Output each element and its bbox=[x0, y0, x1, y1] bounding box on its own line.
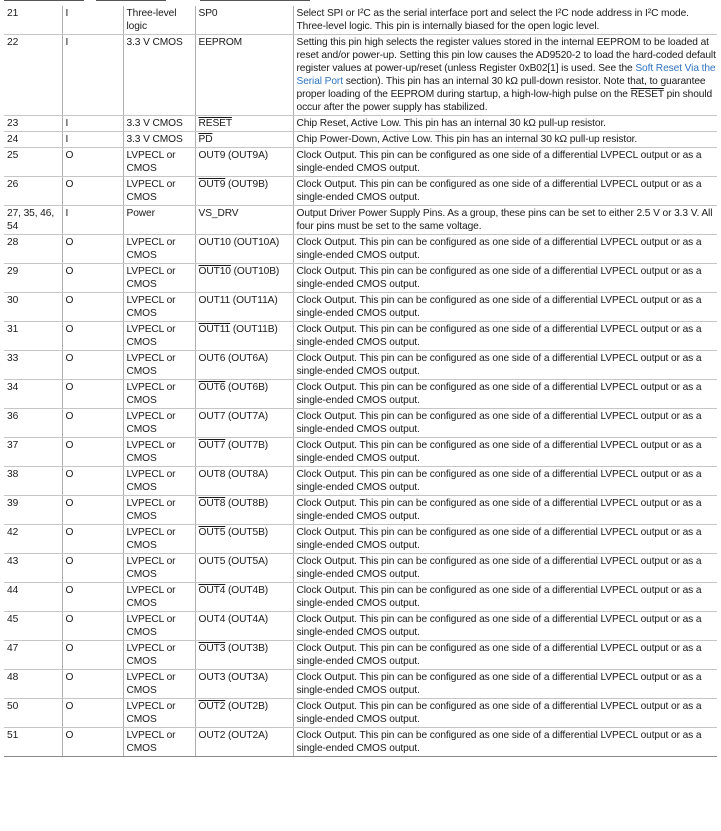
pin-number: 21 bbox=[4, 6, 62, 35]
mnemonic-text: SP0 bbox=[198, 8, 218, 19]
pin-type: O bbox=[62, 380, 123, 409]
pin-mnemonic bbox=[195, 612, 293, 641]
table-row bbox=[4, 641, 717, 670]
pin-description: Output Driver Power Supply Pins. As a group, these pins can be set to either 2.5 V or 3.3 V. All four pins must be set to the same voltage. bbox=[293, 206, 717, 235]
pin-logic: 3.3 V CMOS bbox=[123, 35, 195, 116]
table-row bbox=[4, 728, 717, 757]
pin-number: 36 bbox=[4, 409, 62, 438]
mnemonic-text: OUT8 (OUT8A) bbox=[198, 469, 269, 480]
pin-type: O bbox=[62, 293, 123, 322]
pin-number: 33 bbox=[4, 351, 62, 380]
pin-description: Clock Output. This pin can be configured as one side of a differential LVPECL output or as a single-ended CMOS output. bbox=[293, 409, 717, 438]
pin-number: 26 bbox=[4, 177, 62, 206]
mnemonic-text: EEPROM bbox=[198, 37, 243, 48]
pin-mnemonic bbox=[195, 583, 293, 612]
pin-logic: LVPECL or CMOS bbox=[123, 438, 195, 467]
pin-number: 22 bbox=[4, 35, 62, 116]
pin-logic: LVPECL or CMOS bbox=[123, 351, 195, 380]
pin-logic: LVPECL or CMOS bbox=[123, 583, 195, 612]
table-row bbox=[4, 467, 717, 496]
pin-number: 44 bbox=[4, 583, 62, 612]
table-row bbox=[4, 132, 717, 148]
pin-type: O bbox=[62, 641, 123, 670]
pin-mnemonic bbox=[195, 35, 293, 116]
pin-logic: 3.3 V CMOS bbox=[123, 116, 195, 132]
pin-mnemonic bbox=[195, 293, 293, 322]
pin-mnemonic bbox=[195, 206, 293, 235]
desc-text: pin should occur after the power supply has stabilized. bbox=[296, 89, 713, 113]
pin-mnemonic bbox=[195, 380, 293, 409]
table-row bbox=[4, 351, 717, 380]
pin-description bbox=[293, 35, 717, 116]
mnemonic-text: (OUT3B) bbox=[225, 643, 269, 654]
pin-type: O bbox=[62, 583, 123, 612]
mnemonic-text: (OUT5B) bbox=[225, 527, 269, 538]
desc-text: Setting this pin high selects the register values stored in the internal EEPROM to be loaded at reset and/or power-up. Setting this pin low causes the AD9520-2 to load the hard-coded default register values at power-up/reset (unless Register 0xB02[1] is used. See the bbox=[296, 37, 716, 74]
pin-description: Clock Output. This pin can be configured as one side of a differential LVPECL output or as a single-ended CMOS output. bbox=[293, 235, 717, 264]
mnemonic-overline: OUT7 bbox=[198, 440, 226, 451]
pin-logic: LVPECL or CMOS bbox=[123, 670, 195, 699]
pin-description: Clock Output. This pin can be configured as one side of a differential LVPECL output or as a single-ended CMOS output. bbox=[293, 351, 717, 380]
pin-description: Clock Output. This pin can be configured as one side of a differential LVPECL output or as a single-ended CMOS output. bbox=[293, 670, 717, 699]
table-row bbox=[4, 525, 717, 554]
pin-logic: LVPECL or CMOS bbox=[123, 554, 195, 583]
pin-logic: Three-level logic bbox=[123, 6, 195, 35]
pin-mnemonic bbox=[195, 132, 293, 148]
pin-mnemonic bbox=[195, 148, 293, 177]
pin-description: Chip Power-Down, Active Low. This pin has an internal 30 kΩ pull-up resistor. bbox=[293, 132, 717, 148]
pin-description: Clock Output. This pin can be configured as one side of a differential LVPECL output or as a single-ended CMOS output. bbox=[293, 380, 717, 409]
pin-type: O bbox=[62, 670, 123, 699]
pin-logic: LVPECL or CMOS bbox=[123, 235, 195, 264]
mnemonic-overline: OUT3 bbox=[198, 643, 226, 654]
top-rule-segment bbox=[200, 0, 310, 1]
pin-mnemonic bbox=[195, 699, 293, 728]
table-top-rule bbox=[0, 0, 721, 2]
pin-description: Clock Output. This pin can be configured as one side of a differential LVPECL output or as a single-ended CMOS output. bbox=[293, 496, 717, 525]
pin-logic: LVPECL or CMOS bbox=[123, 525, 195, 554]
mnemonic-text: OUT3 (OUT3A) bbox=[198, 672, 269, 683]
pin-logic: LVPECL or CMOS bbox=[123, 409, 195, 438]
pin-type: O bbox=[62, 728, 123, 757]
pin-type: O bbox=[62, 612, 123, 641]
table-row bbox=[4, 583, 717, 612]
table-row bbox=[4, 293, 717, 322]
mnemonic-text: (OUT8B) bbox=[225, 498, 269, 509]
table-row bbox=[4, 264, 717, 293]
pin-number: 48 bbox=[4, 670, 62, 699]
pin-type: O bbox=[62, 699, 123, 728]
table-row bbox=[4, 554, 717, 583]
mnemonic-overline: OUT6 bbox=[198, 382, 226, 393]
pin-mnemonic bbox=[195, 322, 293, 351]
table-row bbox=[4, 409, 717, 438]
table-row bbox=[4, 380, 717, 409]
pin-description: Clock Output. This pin can be configured as one side of a differential LVPECL output or as a single-ended CMOS output. bbox=[293, 322, 717, 351]
pin-logic: LVPECL or CMOS bbox=[123, 467, 195, 496]
pin-logic: LVPECL or CMOS bbox=[123, 293, 195, 322]
pin-description: Clock Output. This pin can be configured as one side of a differential LVPECL output or as a single-ended CMOS output. bbox=[293, 467, 717, 496]
pin-type: O bbox=[62, 467, 123, 496]
table-row bbox=[4, 206, 717, 235]
pin-logic: LVPECL or CMOS bbox=[123, 496, 195, 525]
mnemonic-text: (OUT9B) bbox=[225, 179, 269, 190]
pin-type: O bbox=[62, 409, 123, 438]
pin-number: 29 bbox=[4, 264, 62, 293]
pin-type: O bbox=[62, 322, 123, 351]
pin-mnemonic bbox=[195, 728, 293, 757]
pin-type: I bbox=[62, 35, 123, 116]
pin-number: 31 bbox=[4, 322, 62, 351]
mnemonic-overline: OUT4 bbox=[198, 585, 226, 596]
pin-number: 28 bbox=[4, 235, 62, 264]
pin-logic: LVPECL or CMOS bbox=[123, 264, 195, 293]
pin-number: 25 bbox=[4, 148, 62, 177]
pin-number: 50 bbox=[4, 699, 62, 728]
table-row bbox=[4, 116, 717, 132]
table-row bbox=[4, 496, 717, 525]
table-row bbox=[4, 6, 717, 35]
mnemonic-text: (OUT7B) bbox=[225, 440, 269, 451]
pin-type: O bbox=[62, 148, 123, 177]
table-row bbox=[4, 35, 717, 116]
table-row bbox=[4, 235, 717, 264]
pin-logic: LVPECL or CMOS bbox=[123, 612, 195, 641]
table-row bbox=[4, 612, 717, 641]
mnemonic-text: OUT5 (OUT5A) bbox=[198, 556, 269, 567]
mnemonic-overline: OUT8 bbox=[198, 498, 226, 509]
pin-number: 24 bbox=[4, 132, 62, 148]
pin-description: Clock Output. This pin can be configured as one side of a differential LVPECL output or as a single-ended CMOS output. bbox=[293, 641, 717, 670]
mnemonic-overline: $\overline{PD}$ bbox=[198, 134, 213, 145]
pin-mnemonic bbox=[195, 116, 293, 132]
pin-number: 27, 35, 46, 54 bbox=[4, 206, 62, 235]
pin-logic: 3.3 V CMOS bbox=[123, 132, 195, 148]
table-row bbox=[4, 699, 717, 728]
pin-type: O bbox=[62, 177, 123, 206]
pin-number: 30 bbox=[4, 293, 62, 322]
pin-type: I bbox=[62, 132, 123, 148]
mnemonic-overline: OUT10 bbox=[198, 266, 231, 277]
pin-mnemonic bbox=[195, 670, 293, 699]
reset-overline: RESET bbox=[630, 89, 664, 100]
pin-mnemonic bbox=[195, 641, 293, 670]
pin-description: Clock Output. This pin can be configured as one side of a differential LVPECL output or as a single-ended CMOS output. bbox=[293, 264, 717, 293]
pin-number: 42 bbox=[4, 525, 62, 554]
pin-type: I bbox=[62, 206, 123, 235]
pin-logic: LVPECL or CMOS bbox=[123, 641, 195, 670]
pin-description: Clock Output. This pin can be configured as one side of a differential LVPECL output or as a single-ended CMOS output. bbox=[293, 728, 717, 757]
mnemonic-overline: OUT9 bbox=[198, 179, 226, 190]
pin-number: 45 bbox=[4, 612, 62, 641]
mnemonic-text: OUT4 (OUT4A) bbox=[198, 614, 269, 625]
pin-logic: LVPECL or CMOS bbox=[123, 322, 195, 351]
pin-mnemonic bbox=[195, 525, 293, 554]
soft-reset-section-link[interactable]: Soft Reset Via the Serial Port bbox=[296, 63, 716, 87]
pin-description: Clock Output. This pin can be configured as one side of a differential LVPECL output or as a single-ended CMOS output. bbox=[293, 612, 717, 641]
pin-number: 51 bbox=[4, 728, 62, 757]
pin-mnemonic bbox=[195, 6, 293, 35]
pin-mnemonic bbox=[195, 467, 293, 496]
pin-description: Clock Output. This pin can be configured as one side of a differential LVPECL output or as a single-ended CMOS output. bbox=[293, 525, 717, 554]
mnemonic-overline: RESET bbox=[198, 118, 232, 129]
mnemonic-text: (OUT11B) bbox=[230, 324, 278, 335]
pin-type: I bbox=[62, 6, 123, 35]
pin-description: Clock Output. This pin can be configured as one side of a differential LVPECL output or as a single-ended CMOS output. bbox=[293, 293, 717, 322]
pin-type: O bbox=[62, 554, 123, 583]
mnemonic-text: (OUT2B) bbox=[225, 701, 269, 712]
table-row bbox=[4, 148, 717, 177]
pin-type: O bbox=[62, 438, 123, 467]
pin-mnemonic bbox=[195, 177, 293, 206]
table-row bbox=[4, 438, 717, 467]
mnemonic-overline: OUT5 bbox=[198, 527, 226, 538]
pin-mnemonic bbox=[195, 235, 293, 264]
pin-number: 47 bbox=[4, 641, 62, 670]
pin-mnemonic bbox=[195, 351, 293, 380]
mnemonic-overline: OUT2 bbox=[198, 701, 226, 712]
pin-description: Chip Reset, Active Low. This pin has an internal 30 kΩ pull-up resistor. bbox=[293, 116, 717, 132]
pin-number: 37 bbox=[4, 438, 62, 467]
mnemonic-text: (OUT6B) bbox=[225, 382, 269, 393]
mnemonic-text: (OUT4B) bbox=[225, 585, 269, 596]
pin-description: Clock Output. This pin can be configured as one side of a differential LVPECL output or as a single-ended CMOS output. bbox=[293, 699, 717, 728]
pin-number: 23 bbox=[4, 116, 62, 132]
pin-description: Select SPI or I²C as the serial interface port and select the I²C node address in I²C mode. Three-level logic. This pin is internally biased for the open logic level. bbox=[293, 6, 717, 35]
pin-mnemonic bbox=[195, 409, 293, 438]
mnemonic-text: OUT7 (OUT7A) bbox=[198, 411, 269, 422]
mnemonic-text: OUT6 (OUT6A) bbox=[198, 353, 269, 364]
pin-mnemonic bbox=[195, 264, 293, 293]
pin-logic: LVPECL or CMOS bbox=[123, 177, 195, 206]
top-rule-segment bbox=[96, 0, 166, 1]
mnemonic-text: OUT10 (OUT10A) bbox=[198, 237, 280, 248]
pin-type: O bbox=[62, 235, 123, 264]
pin-mnemonic bbox=[195, 554, 293, 583]
pin-mnemonic bbox=[195, 438, 293, 467]
pin-logic: LVPECL or CMOS bbox=[123, 148, 195, 177]
mnemonic-text: VS_DRV bbox=[198, 208, 239, 219]
table-row bbox=[4, 670, 717, 699]
mnemonic-text: OUT11 (OUT11A) bbox=[198, 295, 278, 306]
pin-logic: LVPECL or CMOS bbox=[123, 380, 195, 409]
pin-type: O bbox=[62, 351, 123, 380]
pin-number: 38 bbox=[4, 467, 62, 496]
pin-number: 34 bbox=[4, 380, 62, 409]
pin-type: O bbox=[62, 496, 123, 525]
pin-number: 39 bbox=[4, 496, 62, 525]
pin-type: O bbox=[62, 525, 123, 554]
table-row bbox=[4, 322, 717, 351]
pin-mnemonic bbox=[195, 496, 293, 525]
pin-number: 43 bbox=[4, 554, 62, 583]
mnemonic-text: (OUT10B) bbox=[230, 266, 280, 277]
desc-text: section). This pin has an internal 30 kΩ pull-down resistor. Note that, to guarantee proper loading of the EEPROM during startup, a high-low-high pulse on the bbox=[296, 76, 706, 100]
pin-description: Clock Output. This pin can be configured as one side of a differential LVPECL output or as a single-ended CMOS output. bbox=[293, 554, 717, 583]
pin-logic: Power bbox=[123, 206, 195, 235]
pin-logic: LVPECL or CMOS bbox=[123, 728, 195, 757]
pin-description: Clock Output. This pin can be configured as one side of a differential LVPECL output or as a single-ended CMOS output. bbox=[293, 583, 717, 612]
mnemonic-overline: OUT11 bbox=[198, 324, 231, 335]
pin-type: O bbox=[62, 264, 123, 293]
mnemonic-text: OUT2 (OUT2A) bbox=[198, 730, 269, 741]
mnemonic-text: OUT9 (OUT9A) bbox=[198, 150, 269, 161]
pin-function-table bbox=[4, 6, 717, 757]
pin-type: I bbox=[62, 116, 123, 132]
table-row bbox=[4, 177, 717, 206]
pin-description: Clock Output. This pin can be configured as one side of a differential LVPECL output or as a single-ended CMOS output. bbox=[293, 438, 717, 467]
pin-description: Clock Output. This pin can be configured as one side of a differential LVPECL output or as a single-ended CMOS output. bbox=[293, 177, 717, 206]
pin-description: Clock Output. This pin can be configured as one side of a differential LVPECL output or as a single-ended CMOS output. bbox=[293, 148, 717, 177]
top-rule-segment bbox=[4, 0, 84, 1]
pin-logic: LVPECL or CMOS bbox=[123, 699, 195, 728]
